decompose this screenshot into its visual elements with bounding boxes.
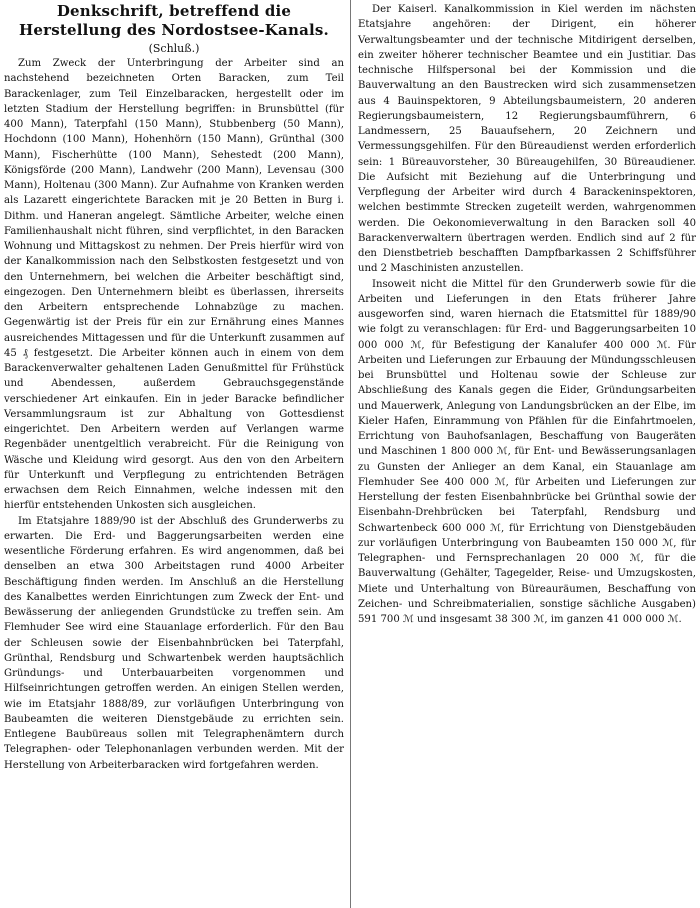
paragraph-etatsjahr: Im Etatsjahre 1889/90 ist der Abschluß des Grunderwerbs zu erwarten. Die Erd- und Baggerungsarbeiten werden eine wesentliche Förderung erfahren. Es wird angenommen, daß bei denselben an etwa 300 Arbeitstagen rund 4000 Arbeiter Beschäftigung finden werden. Im Anschluß an die Herstellung des Kanalbettes werden Einrichtungen zum Zweck der Ent- und Bewässerung der anliegenden Grundstücke zu treffen sein. Am Flemhuder See wird eine Stauanlage erforderlich. Für den Bau der Schleusen sowie der Eisenbahnbrücken bei Taterpfahl, Grünthal, Rendsburg und Schwartenbek werden hauptsächlich Gründungs- und Unterbauarbeiten vorgenommen und Hilfseinrichtungen getroffen werden. An einigen Stellen werden, wie im Etatsjahr 1888/89, zur vorläufigen Unterbringung von Baubeamten die weiteren Dienstgebäude zu errichten sein. Entlegene Baubüreaus sollen mit Telegraphenämtern durch Telegraphen- oder Telephonanlagen verbunden werden. Mit der Herstellung von Arbeiterbaracken wird fortgefahren werden. — [4, 515, 344, 771]
column-divider — [350, 0, 351, 908]
article-title: Denkschrift, betreffend die Herstellung des Nordostsee-Kanals. — [19, 2, 329, 39]
article-subtitle: (Schluß.) — [148, 42, 200, 55]
paragraph-barracks: Zum Zweck der Unterbringung der Arbeiter sind an nachstehend bezeichneten Orten Baracken, zum Teil Barackenlager, zum Teil Einzelbaracken, hergestellt oder im letzten Stadium der Herstellung begriffen: in Brunsbüttel (für 400 Mann), Taterpfahl (150 Mann), Stubbenberg (50 Mann), Hochdonn (100 Mann), Hohenhörn (150 Mann), Grünthal (300 Mann), Fischerhütte (100 Mann), Sehestedt (200 Mann), Königsförde (200 Mann), Landwehr (200 Mann), Levensau (300 Mann), Holtenau (300 Mann). Zur Aufnahme von Kranken werden als Lazarett eingerichtete Baracken mit je 20 Betten in Burg i. Dithm. und Haneran angelegt. Sämtliche Arbeiter, welche einen Familienhaushalt nicht führen, sind verpflichtet, in den Baracken Wohnung und Mittagskost zu nehmen. Der Preis hierfür wird von der Kanalkommission nach den Selbstkosten festgesetzt und von den Unternehmern, bei welchen die Arbeiter beschäftigt sind, eingezogen. Den Unternehmern bleibt es überlassen, ihrerseits den Arbeitern entsprechende Lohnabzüge zu machen. Gegenwärtig ist der Preis für ein zur Ernährung eines Mannes ausreichendes Mittagessen und für die Unterkunft zusammen auf 45 ₰ festgesetzt. Die Arbeiter können auch in einem von dem Barackenverwalter gehaltenen Laden Genußmittel für Frühstück und Abendessen, außerdem Gebrauchsgegenstände verschiedener Art einkaufen. Ein in jeder Baracke befindlicher Versammlungsraum ist zur Abhaltung von Gottesdienst eingerichtet. Den Arbeitern werden auf Verlangen warme Regenbäder unentgeltlich verabreicht. Für die Reinigung von Wäsche und Kleidung wird gesorgt. Aus den von den Arbeitern für Unterkunft und Verpflegung zu entrichtenden Beträgen erwachsen dem Reich Einnahmen, welche indessen mit den hierfür entstehenden Unkosten sich ausgleichen. — [4, 58, 344, 512]
paragraph-kanalkommission: Der Kaiserl. Kanalkommission in Kiel werden im nächsten Etatsjahre angehören: der Dirigent, ein höherer Verwaltungsbeamter und der technische Mitdirigent derselben, ein zweiter höherer technischer Beamtee und ein Justitiar. Das technische Hilfspersonal bei der Kommission und die Bauverwaltung an den Baustrecken wird sich zusammensetzen aus 4 Bauinspektoren, 9 Abteilungsbaumeistern, 20 anderen Regierungsbaumeistern, 12 Regierungsbaumführern, 6 Landmessern, 25 Bauaufsehern, 20 Zeichnern und Vermessungsgehilfen. Für den Büreaudienst werden erforderlich sein: 1 Büreauvorsteher, 30 Büreaugehilfen, 30 Büreaudiener. Die Aufsicht mit Beziehung auf die Unterbringung und Verpflegung der Arbeiter wird durch 4 Barackeninspektoren, welchen bestimmte Strecken zugeteilt werden, wahrgenommen werden. Die Oekonomieverwaltung in den Baracken soll 40 Barackenverwaltern übertragen werden. Endlich sind auf 2 für den Dienstbetrieb beschafften Dampfbarkassen 2 Schiffsführer und 2 Maschinisten anzustellen. — [358, 4, 696, 275]
left-column — [0, 0, 348, 773]
paragraph-etatsmittel: Insoweit nicht die Mittel für den Grunderwerb sowie für die Arbeiten und Lieferungen in den Etats früherer Jahre ausgeworfen sind, waren hiernach die Etatsmittel für 1889/90 wie folgt zu veranschlagen: für Erd- und Baggerungsarbeiten 10 000 000 ℳ, für Befestigung der Kanalufer 400 000 ℳ. Für Arbeiten und Lieferungen zur Erbauung der Mündungsschleusen bei Brunsbüttel und Holtenau sowie der Schleuse zur Abschließung des Kanals gegen die Eider, Gründungsarbeiten und Mauerwerk, Anlegung von Landungsbrücken an der Elbe, im Kieler Hafen, Einrammung von Pfählen für die Einfahrtmoelen, Errichtung von Bauhofsanlagen, Beschaffung von Baugeräten und Maschinen 1 800 000 ℳ, für Ent- und Bewässerungsanlagen zu Gunsten der Anlieger an dem Kanal, ein Stauanlage am Flemhuder See 400 000 ℳ, für Arbeiten und Lieferungen zur Herstellung der festen Eisenbahnbrücke bei Grünthal sowie der Eisenbahn-Drehbrücken bei Taterpfahl, Rendsburg und Schwartenbeck 600 000 ℳ, für Errichtung von Dienstgebäuden zur vorläufigen Unterbringung von Baubeamten 150 000 ℳ, für Telegraphen- und Fernsprechanlagen 20 000 ℳ, für die Bauverwaltung (Gehälter, Tagegelder, Reise- und Umzugskosten, Miete und Unterhaltung von Büreauräumen, Beschaffung von Zeichen- und Schreibmaterialien, sonstige sächliche Ausgaben) 591 700 ℳ und insgesamt 38 300 ℳ, im ganzen 41 000 000 ℳ. — [358, 278, 696, 625]
right-column — [354, 0, 700, 627]
